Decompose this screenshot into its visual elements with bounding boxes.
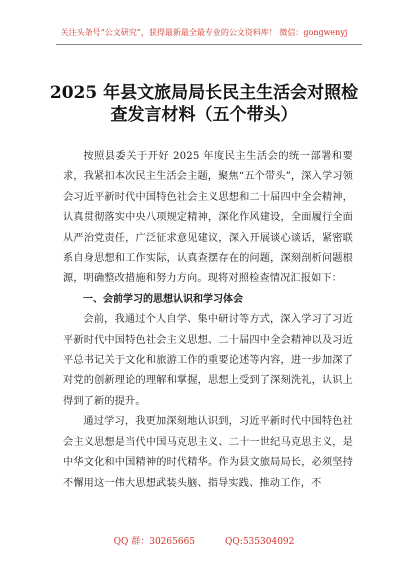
section1-paragraph-2: 通过学习，我更加深刻地认识到，习近平新时代中国特色社会主义思想是当代中国马克思主义、二十一世纪马克思主义，是中华文化和中国精神的时代精华。作为县文旅局局长，必须坚持不懈用这一伟大思想武装头脑、指导实践、推动工作，不 [63, 416, 353, 489]
header-banner: 关注头条号“公文研究”，获得最新最全最专业的公文资料库！ 微信：gongwenyj [60, 28, 348, 37]
title-line-2: 查发言材料（五个带头） [110, 105, 298, 125]
header-divider [56, 44, 362, 45]
intro-paragraph: 按照县委关于开好 2025 年度民主生活会的统一部署和要求，我紧扣本次民主生活会主题，聚焦“五个带头”，深入学习领会习近平新时代中国特色社会主义思想和二十届四中全会精神，认真贯彻落实中央八项规定精神，深化作风建设，全面履行全面从严治党责任，广泛征求意见建议，深入开展谈心谈话，紧密联系自身思想和工作实际，认真查摆存在的问题，深刻剖析问题根源，明确整改措施和努力方向。现将对照检查情况汇报如下： [63, 151, 353, 285]
footer-contact [0, 536, 408, 548]
title-line-1: 2025 年县文旅局局长民主生活会对照检 [49, 83, 359, 103]
footer-qq-group: QQ 群：30265665 [113, 537, 196, 547]
document-body [63, 147, 353, 494]
footer-qq-number: QQ:535304092 [225, 537, 295, 547]
document-title [40, 82, 368, 126]
section1-paragraph-1: 会前，我通过个人自学、集中研讨等方式，深入学习了习近平新时代中国特色社会主义思想、二十届四中全会精神以及习近平总书记关于文化和旅游工作的重要论述等内容，进一步加深了对党的创新理论的理解和掌握，思想上受到了深刻洗礼，认识上得到了新的提升。 [63, 314, 353, 407]
section-heading-1: 一、会前学习的思想认识和学习体会 [83, 293, 243, 305]
